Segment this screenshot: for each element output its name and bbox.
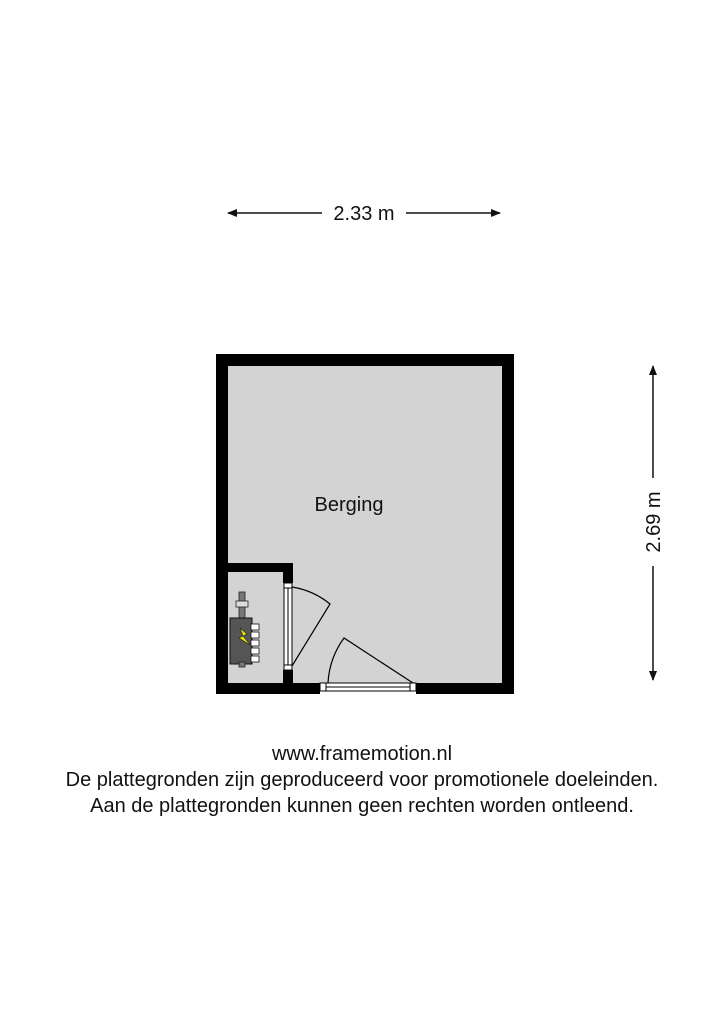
width-dimension-label: 2.33 m: [333, 203, 395, 225]
meter-fuse-3: [251, 640, 259, 646]
footer: [0, 741, 724, 819]
footer-disclaimer-2: Aan de plattegronden kunnen geen rechten worden ontleend.: [90, 795, 634, 817]
wall-bottom-right: [416, 683, 514, 694]
closet-wall-post: [283, 563, 293, 583]
closet-door-hinge-top: [284, 583, 292, 588]
height-dimension-label: 2.69 m: [643, 491, 665, 553]
wall-left: [216, 354, 228, 694]
closet-wall-bottom-post: [283, 670, 293, 686]
height-dimension: [643, 366, 665, 680]
meter-pipe-bottom: [239, 662, 245, 667]
footer-disclaimer-1: De plattegronden zijn geproduceerd voor promotionele doeleinden.: [65, 769, 659, 791]
room-label: Berging: [314, 494, 384, 516]
wall-bottom-left: [216, 683, 320, 694]
meter-valve-top: [236, 601, 248, 607]
meter-fuse-1: [251, 624, 259, 630]
meter-fuse-4: [251, 648, 259, 654]
meter-fuse-5: [251, 656, 259, 662]
meter-fuse-2: [251, 632, 259, 638]
footer-website: www.framemotion.nl: [271, 743, 453, 765]
wall-top: [216, 354, 514, 366]
closet-wall-top: [225, 563, 293, 572]
wall-right: [502, 354, 514, 694]
meter-cabinet: [230, 618, 252, 664]
entrance-door-hinge-left: [320, 683, 326, 691]
closet-door-hinge-bottom: [284, 665, 292, 670]
entrance-door-hinge-right: [410, 683, 416, 691]
width-dimension: [228, 203, 500, 225]
